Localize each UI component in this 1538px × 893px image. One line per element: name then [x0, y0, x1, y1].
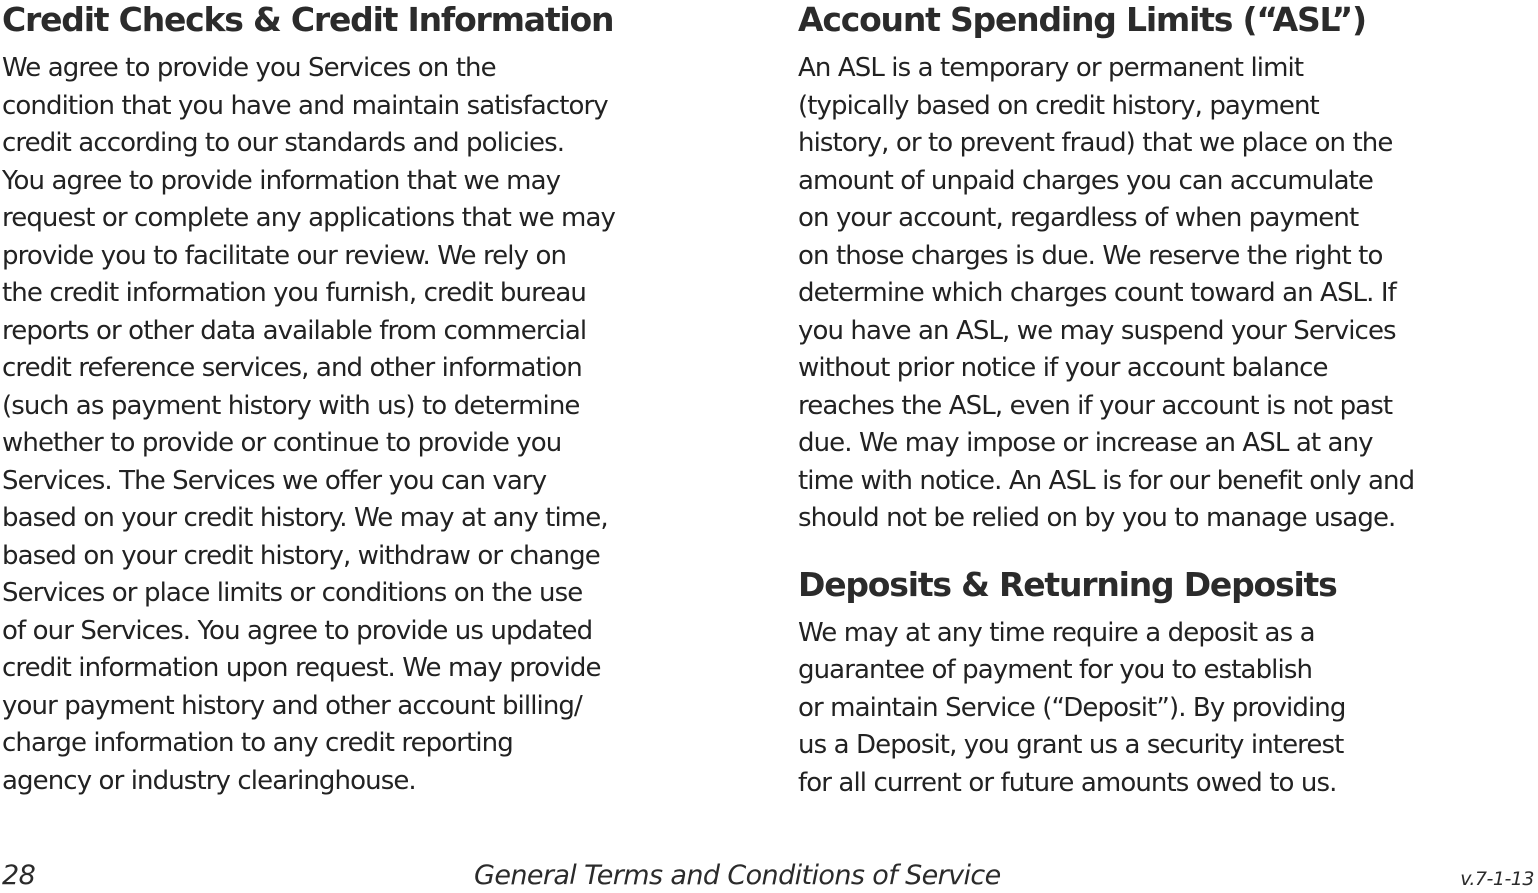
page-number: 28 [2, 860, 36, 891]
paragraph-line: on your account, regardless of when payment [798, 203, 1359, 233]
paragraph-line: guarantee of payment for you to establish [798, 655, 1313, 685]
paragraph-line: you have an ASL, we may suspend your Services [798, 315, 1396, 346]
paragraph-line: provide you to facilitate our review. We rely on [2, 240, 567, 271]
paragraph-line: credit information upon request. We may provide [2, 653, 601, 683]
version-label: v.7-1-13 [1460, 868, 1534, 890]
paragraph-line: (typically based on credit history, payment [798, 90, 1319, 121]
paragraph-line: An ASL is a temporary or permanent limit [798, 53, 1304, 83]
paragraph-line: history, or to prevent fraud) that we place on the [798, 128, 1393, 158]
paragraph-line: on those charges is due. We reserve the right to [798, 240, 1383, 271]
paragraph-line: agency or industry clearinghouse. [2, 765, 416, 796]
paragraph-line: Services or place limits or conditions on the use [2, 578, 583, 608]
section-spacer [798, 538, 1538, 565]
paragraph-line: of our Services. You agree to provide us updated [2, 615, 593, 646]
paragraph-line: We agree to provide you Services on the [2, 53, 496, 83]
paragraph-line: charge information to any credit reporting [2, 728, 513, 758]
paragraph-line: us a Deposit, you grant us a security interest [798, 730, 1344, 760]
left-column [2, 0, 762, 800]
paragraph-line: reports or other data available from commercial [2, 315, 587, 346]
paragraph-line: based on your credit history. We may at any time, [2, 503, 608, 533]
paragraph-line: We may at any time require a deposit as a [798, 617, 1315, 648]
paragraph-line: amount of unpaid charges you can accumulate [798, 165, 1374, 196]
paragraph-line: your payment history and other account billing/ [2, 690, 582, 721]
paragraph-line: whether to provide or continue to provide you [2, 428, 562, 458]
paragraph-line: for all current or future amounts owed to us. [798, 767, 1337, 798]
asl-paragraph [798, 50, 1538, 538]
paragraph-line: the credit information you furnish, credit bureau [2, 278, 587, 308]
paragraph-line: reaches the ASL, even if your account is not past [798, 390, 1393, 421]
paragraph-line: due. We may impose or increase an ASL at any [798, 428, 1373, 458]
paragraph-line: based on your credit history, withdraw or change [2, 540, 600, 571]
paragraph-line: without prior notice if your account balance [798, 353, 1328, 383]
deposits-heading: Deposits & Returning Deposits [798, 564, 1337, 604]
deposits-paragraph [798, 615, 1538, 803]
page-footer [0, 858, 1538, 893]
paragraph-line: determine which charges count toward an ASL. If [798, 278, 1396, 308]
paragraph-line: You agree to provide information that we may [2, 165, 561, 196]
credit-checks-heading: Credit Checks & Credit Information [2, 0, 614, 39]
paragraph-line: credit reference services, and other information [2, 353, 582, 383]
credit-checks-paragraph [2, 50, 762, 800]
asl-heading: Account Spending Limits (“ASL”) [798, 0, 1366, 39]
paragraph-line: or maintain Service (“Deposit”). By providing [798, 692, 1346, 723]
paragraph-line: condition that you have and maintain satisfactory [2, 90, 608, 121]
paragraph-line: (such as payment history with us) to determine [2, 390, 580, 421]
right-column [798, 0, 1538, 802]
document-title: General Terms and Conditions of Service [474, 860, 1001, 891]
paragraph-line: should not be relied on by you to manage usage. [798, 503, 1396, 533]
paragraph-line: time with notice. An ASL is for our benefit only and [798, 465, 1415, 496]
paragraph-line: Services. The Services we offer you can vary [2, 465, 547, 496]
paragraph-line: credit according to our standards and policies. [2, 128, 565, 158]
paragraph-line: request or complete any applications that we may [2, 203, 615, 233]
